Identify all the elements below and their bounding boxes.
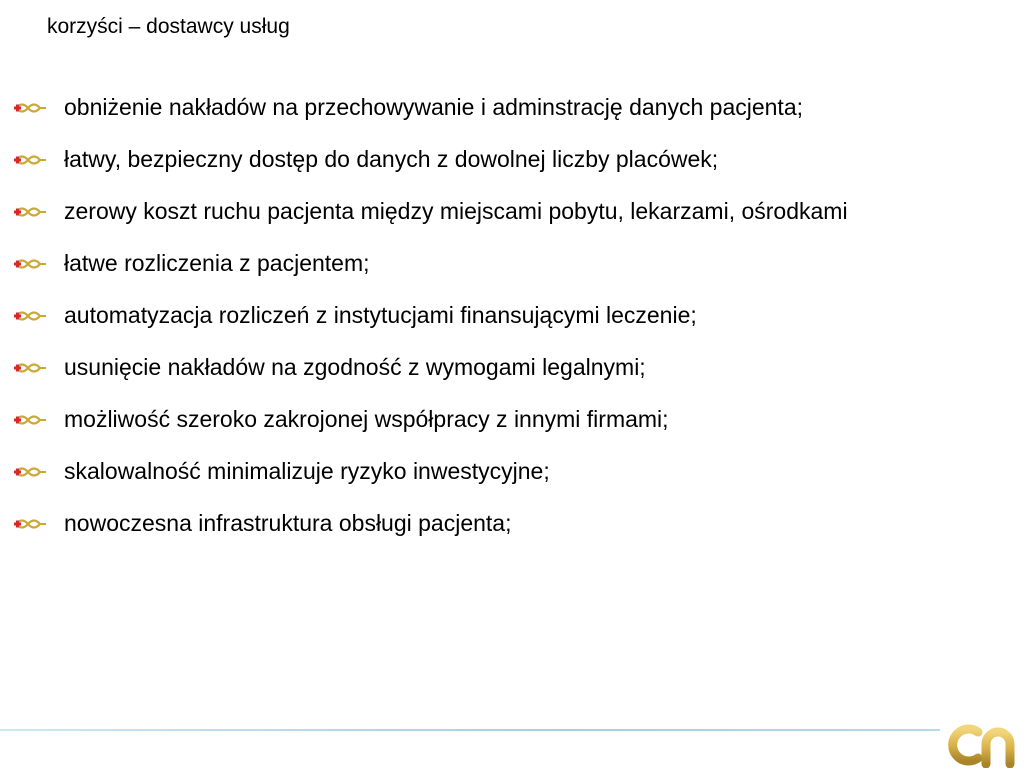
red-gold-bullet-icon [12,204,48,220]
red-gold-bullet-icon [12,516,48,532]
company-logo-icon [944,718,1024,768]
list-item [0,402,1000,436]
red-gold-bullet-icon [12,256,48,272]
list-item-text: łatwy, bezpieczny dostęp do danych z dowolnej liczby placówek; [64,146,719,172]
list-item-text: usunięcie nakładów na zgodność z wymogami legalnymi; [64,354,646,380]
red-gold-bullet-icon [12,100,48,116]
list-item-text: automatyzacja rozliczeń z instytucjami finansującymi leczenie; [64,302,697,328]
list-item-text: możliwość szeroko zakrojonej współpracy z innymi firmami; [64,406,669,432]
footer-divider [0,729,940,731]
red-gold-bullet-icon [12,464,48,480]
red-gold-bullet-icon [12,152,48,168]
list-item [0,454,1000,488]
red-gold-bullet-icon [12,412,48,428]
list-item [0,350,1000,384]
list-item [0,194,1000,228]
list-item [0,506,1000,540]
list-item-text: zerowy koszt ruchu pacjenta między miejscami pobytu, lekarzami, ośrodkami [64,198,848,224]
list-item [0,246,1000,280]
bullet-list [0,90,1000,558]
list-item-text: łatwe rozliczenia z pacjentem; [64,250,370,276]
list-item-text: obniżenie nakładów na przechowywanie i adminstrację danych pacjenta; [64,94,803,120]
slide-title: korzyści – dostawcy usług [47,15,290,38]
red-gold-bullet-icon [12,360,48,376]
list-item-text: nowoczesna infrastruktura obsługi pacjenta; [64,510,512,536]
list-item [0,90,1000,124]
red-gold-bullet-icon [12,308,48,324]
list-item [0,298,1000,332]
list-item-text: skalowalność minimalizuje ryzyko inwestycyjne; [64,458,550,484]
list-item [0,142,1000,176]
